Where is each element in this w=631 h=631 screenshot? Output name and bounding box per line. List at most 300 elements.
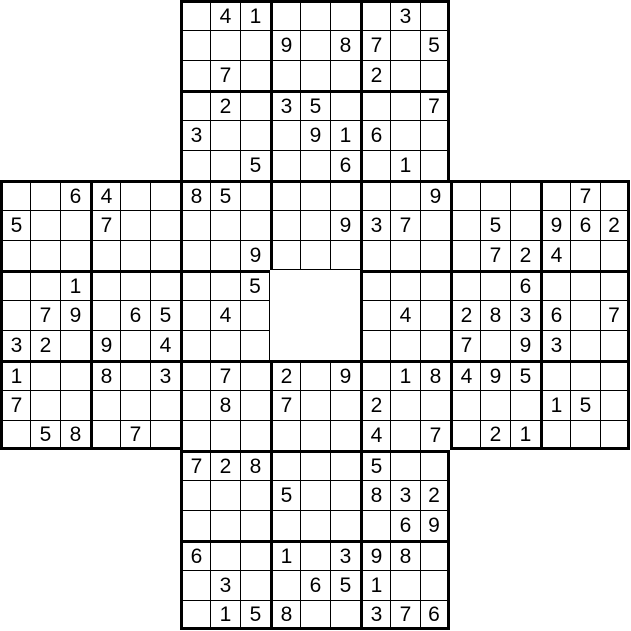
cell-r16-c10[interactable] [300,480,330,510]
cell-r6-c13[interactable] [390,180,420,210]
cell-r16-c12: 8 [360,480,390,510]
cell-r7-c9[interactable] [270,210,300,240]
cell-r10-c1: 7 [30,300,60,330]
cell-r6-c10[interactable] [300,180,330,210]
void-area [0,600,30,630]
cell-r9-c5[interactable] [150,270,180,300]
cell-r20-c11[interactable] [330,600,360,630]
cell-r6-c12[interactable] [360,180,390,210]
void-area [540,540,570,570]
cell-r12-c9: 2 [270,360,300,390]
void-area [540,60,570,90]
cell-r7-c14[interactable] [420,210,450,240]
cell-r0-c8: 1 [240,0,270,30]
cell-r4-c9[interactable] [270,120,300,150]
cell-r2-c11[interactable] [330,60,360,90]
void-area [120,60,150,90]
cell-r14-c3[interactable] [90,420,120,450]
cell-r9-c4[interactable] [120,270,150,300]
cell-r10-c3[interactable] [90,300,120,330]
void-area [480,540,510,570]
void-area [30,570,60,600]
cell-r11-c14[interactable] [420,330,450,360]
void-area [510,450,540,480]
cell-r14-c11[interactable] [330,420,360,450]
cell-r7-c16: 5 [480,210,510,240]
cell-r19-c13[interactable] [390,570,420,600]
cell-r11-c7[interactable] [210,330,240,360]
cell-r14-c13[interactable] [390,420,420,450]
void-area [600,510,630,540]
cell-r6-c20[interactable] [600,180,630,210]
cell-r20-c6[interactable] [180,600,210,630]
void-area [450,570,480,600]
cell-r16-c7[interactable] [210,480,240,510]
cell-r1-c11: 8 [330,30,360,60]
cell-r18-c7[interactable] [210,540,240,570]
cell-r17-c10[interactable] [300,510,330,540]
cell-r5-c7[interactable] [210,150,240,180]
cell-r19-c14[interactable] [420,570,450,600]
cell-r10-c13: 4 [390,300,420,330]
void-area [270,300,300,330]
cell-r7-c4[interactable] [120,210,150,240]
cell-r12-c20[interactable] [600,360,630,390]
cell-r13-c7: 8 [210,390,240,420]
cell-r11-c13[interactable] [390,330,420,360]
cell-r7-c11: 9 [330,210,360,240]
void-area [480,450,510,480]
cell-r13-c15[interactable] [450,390,480,420]
cell-r10-c0[interactable] [0,300,30,330]
cell-r4-c8[interactable] [240,120,270,150]
cell-r8-c13[interactable] [390,240,420,270]
cell-r8-c17: 2 [510,240,540,270]
cell-r17-c14: 9 [420,510,450,540]
cell-r11-c20[interactable] [600,330,630,360]
cell-r0-c13: 3 [390,0,420,30]
cell-r12-c1[interactable] [30,360,60,390]
cell-r3-c8[interactable] [240,90,270,120]
cell-r11-c12[interactable] [360,330,390,360]
void-area [510,150,540,180]
cell-r12-c8[interactable] [240,360,270,390]
void-area [510,30,540,60]
void-area [600,30,630,60]
cell-r6-c19: 7 [570,180,600,210]
cell-r13-c20[interactable] [600,390,630,420]
cell-r18-c8[interactable] [240,540,270,570]
cell-r9-c15[interactable] [450,270,480,300]
cell-r8-c5[interactable] [150,240,180,270]
cell-r7-c15[interactable] [450,210,480,240]
cell-r9-c1[interactable] [30,270,60,300]
cell-r9-c14[interactable] [420,270,450,300]
cell-r17-c9[interactable] [270,510,300,540]
cell-r16-c8[interactable] [240,480,270,510]
void-area [120,510,150,540]
cell-r0-c14[interactable] [420,0,450,30]
cell-r9-c7[interactable] [210,270,240,300]
cell-r2-c7: 7 [210,60,240,90]
cell-r13-c17[interactable] [510,390,540,420]
cell-r9-c13[interactable] [390,270,420,300]
void-area [90,600,120,630]
void-area [510,90,540,120]
cell-r12-c10[interactable] [300,360,330,390]
cell-r15-c11[interactable] [330,450,360,480]
cell-r11-c19[interactable] [570,330,600,360]
cell-r20-c13: 7 [390,600,420,630]
void-area [450,450,480,480]
cell-r14-c19[interactable] [570,420,600,450]
cell-r14-c15[interactable] [450,420,480,450]
void-area [480,30,510,60]
cell-r8-c3[interactable] [90,240,120,270]
cell-r13-c12: 2 [360,390,390,420]
cell-r18-c12: 9 [360,540,390,570]
cell-r16-c6[interactable] [180,480,210,510]
void-area [60,30,90,60]
void-area [450,120,480,150]
void-area [510,480,540,510]
void-area [540,0,570,30]
void-area [60,540,90,570]
cell-r6-c4[interactable] [120,180,150,210]
cell-r6-c6: 8 [180,180,210,210]
cell-r8-c15[interactable] [450,240,480,270]
cell-r2-c6[interactable] [180,60,210,90]
cell-r12-c18[interactable] [540,360,570,390]
cell-r11-c17: 9 [510,330,540,360]
void-area [510,510,540,540]
cell-r15-c12: 5 [360,450,390,480]
void-area [450,540,480,570]
cell-r8-c1[interactable] [30,240,60,270]
cell-r9-c19[interactable] [570,270,600,300]
cell-r2-c8[interactable] [240,60,270,90]
cell-r0-c9[interactable] [270,0,300,30]
cell-r19-c11: 5 [330,570,360,600]
cell-r11-c5: 4 [150,330,180,360]
cell-r11-c16[interactable] [480,330,510,360]
cell-r18-c14[interactable] [420,540,450,570]
void-area [450,150,480,180]
void-area [480,90,510,120]
cell-r12-c0: 1 [0,360,30,390]
cell-r8-c4[interactable] [120,240,150,270]
cell-r6-c0[interactable] [0,180,30,210]
void-area [60,120,90,150]
cell-r14-c17: 1 [510,420,540,450]
void-area [30,480,60,510]
cell-r6-c18[interactable] [540,180,570,210]
cell-r20-c8: 5 [240,600,270,630]
cell-r13-c2[interactable] [60,390,90,420]
void-area [0,510,30,540]
cell-r17-c11[interactable] [330,510,360,540]
cell-r3-c13[interactable] [390,90,420,120]
cell-r4-c14[interactable] [420,120,450,150]
void-area [300,330,330,360]
void-area [570,510,600,540]
void-area [120,450,150,480]
cell-r13-c6[interactable] [180,390,210,420]
void-area [30,600,60,630]
cell-r2-c14[interactable] [420,60,450,90]
cell-r7-c8[interactable] [240,210,270,240]
void-area [570,0,600,30]
cell-r6-c5[interactable] [150,180,180,210]
cell-r5-c11: 6 [330,150,360,180]
void-area [60,0,90,30]
void-area [450,30,480,60]
cell-r13-c8[interactable] [240,390,270,420]
cell-r10-c2: 9 [60,300,90,330]
cell-r9-c0[interactable] [0,270,30,300]
cell-r15-c10[interactable] [300,450,330,480]
cell-r14-c1: 5 [30,420,60,450]
void-area [600,150,630,180]
cell-r10-c17: 3 [510,300,540,330]
cell-r8-c9[interactable] [270,240,300,270]
cell-r7-c7[interactable] [210,210,240,240]
cell-r7-c1[interactable] [30,210,60,240]
void-area [600,540,630,570]
void-area [30,540,60,570]
cell-r14-c8[interactable] [240,420,270,450]
void-area [90,120,120,150]
cell-r8-c20[interactable] [600,240,630,270]
cell-r12-c2[interactable] [60,360,90,390]
cell-r10-c12[interactable] [360,300,390,330]
cell-r13-c16[interactable] [480,390,510,420]
cell-r6-c11[interactable] [330,180,360,210]
cell-r1-c10[interactable] [300,30,330,60]
cell-r15-c9[interactable] [270,450,300,480]
cell-r14-c20[interactable] [600,420,630,450]
void-area [510,120,540,150]
cell-r10-c8[interactable] [240,300,270,330]
cell-r8-c10[interactable] [300,240,330,270]
void-area [30,60,60,90]
cell-r1-c6[interactable] [180,30,210,60]
cell-r9-c12[interactable] [360,270,390,300]
void-area [510,570,540,600]
cell-r9-c18[interactable] [540,270,570,300]
cell-r19-c6[interactable] [180,570,210,600]
cell-r3-c11[interactable] [330,90,360,120]
cell-r13-c4[interactable] [120,390,150,420]
cell-r20-c9: 8 [270,600,300,630]
cell-r14-c0[interactable] [0,420,30,450]
cell-r0-c10[interactable] [300,0,330,30]
cell-r0-c11[interactable] [330,0,360,30]
cell-r17-c7[interactable] [210,510,240,540]
void-area [600,480,630,510]
cell-r4-c13[interactable] [390,120,420,150]
cell-r18-c6: 6 [180,540,210,570]
cell-r4-c11: 1 [330,120,360,150]
cell-r10-c15: 2 [450,300,480,330]
cell-r20-c10[interactable] [300,600,330,630]
cell-r20-c7: 1 [210,600,240,630]
cell-r14-c18[interactable] [540,420,570,450]
cell-r6-c1[interactable] [30,180,60,210]
void-area [570,540,600,570]
void-area [480,150,510,180]
cell-r13-c1[interactable] [30,390,60,420]
void-area [540,480,570,510]
cell-r15-c13[interactable] [390,450,420,480]
cell-r9-c3[interactable] [90,270,120,300]
void-area [270,330,300,360]
cell-r18-c10[interactable] [300,540,330,570]
cell-r5-c6[interactable] [180,150,210,180]
cell-r19-c8[interactable] [240,570,270,600]
cell-r10-c14[interactable] [420,300,450,330]
cell-r11-c4[interactable] [120,330,150,360]
cell-r2-c9[interactable] [270,60,300,90]
cell-r16-c9: 5 [270,480,300,510]
cell-r19-c10: 6 [300,570,330,600]
cell-r6-c16[interactable] [480,180,510,210]
cell-r12-c19[interactable] [570,360,600,390]
void-area [300,270,330,300]
cell-r6-c17[interactable] [510,180,540,210]
cell-r8-c16: 7 [480,240,510,270]
cell-r14-c9[interactable] [270,420,300,450]
void-area [90,150,120,180]
cell-r13-c3[interactable] [90,390,120,420]
cell-r16-c11[interactable] [330,480,360,510]
cell-r13-c19: 5 [570,390,600,420]
cell-r1-c7[interactable] [210,30,240,60]
cell-r14-c5[interactable] [150,420,180,450]
cell-r11-c2[interactable] [60,330,90,360]
cell-r7-c6[interactable] [180,210,210,240]
cell-r15-c8: 8 [240,450,270,480]
void-area [510,600,540,630]
void-area [600,600,630,630]
cell-r8-c12[interactable] [360,240,390,270]
cell-r9-c16[interactable] [480,270,510,300]
cell-r16-c14: 2 [420,480,450,510]
void-area [30,30,60,60]
cell-r14-c6[interactable] [180,420,210,450]
cell-r5-c10[interactable] [300,150,330,180]
cell-r6-c15[interactable] [450,180,480,210]
cell-r5-c14[interactable] [420,150,450,180]
cell-r12-c6[interactable] [180,360,210,390]
cell-r13-c11[interactable] [330,390,360,420]
cell-r3-c6[interactable] [180,90,210,120]
cell-r6-c9[interactable] [270,180,300,210]
cell-r2-c13[interactable] [390,60,420,90]
void-area [0,0,30,30]
cell-r7-c17[interactable] [510,210,540,240]
void-area [30,150,60,180]
cell-r20-c12: 3 [360,600,390,630]
cell-r19-c9[interactable] [270,570,300,600]
cell-r8-c2[interactable] [60,240,90,270]
cell-r10-c19[interactable] [570,300,600,330]
cell-r17-c6[interactable] [180,510,210,540]
cell-r8-c19[interactable] [570,240,600,270]
cell-r14-c7[interactable] [210,420,240,450]
cell-r14-c10[interactable] [300,420,330,450]
cell-r1-c8[interactable] [240,30,270,60]
cell-r17-c12[interactable] [360,510,390,540]
void-area [540,570,570,600]
void-area [90,540,120,570]
void-area [60,60,90,90]
cell-r8-c14[interactable] [420,240,450,270]
cell-r9-c17: 6 [510,270,540,300]
cell-r8-c6[interactable] [180,240,210,270]
cell-r5-c12[interactable] [360,150,390,180]
cell-r8-c11[interactable] [330,240,360,270]
void-area [150,60,180,90]
void-area [570,600,600,630]
void-area [600,90,630,120]
cell-r8-c0[interactable] [0,240,30,270]
cell-r13-c13[interactable] [390,390,420,420]
cell-r1-c13[interactable] [390,30,420,60]
cell-r11-c8[interactable] [240,330,270,360]
cell-r12-c13: 1 [390,360,420,390]
cell-r7-c10[interactable] [300,210,330,240]
cell-r4-c7[interactable] [210,120,240,150]
cell-r15-c7: 2 [210,450,240,480]
cell-r0-c6[interactable] [180,0,210,30]
void-area [120,30,150,60]
cell-r7-c5[interactable] [150,210,180,240]
void-area [600,120,630,150]
cell-r9-c6[interactable] [180,270,210,300]
cell-r14-c2: 8 [60,420,90,450]
cell-r8-c7[interactable] [210,240,240,270]
cell-r12-c12[interactable] [360,360,390,390]
void-area [60,90,90,120]
cell-r12-c4[interactable] [120,360,150,390]
void-area [60,570,90,600]
cell-r6-c8[interactable] [240,180,270,210]
cell-r9-c20[interactable] [600,270,630,300]
cell-r13-c0: 7 [0,390,30,420]
void-area [60,600,90,630]
cell-r3-c12[interactable] [360,90,390,120]
cell-r2-c10[interactable] [300,60,330,90]
cell-r15-c14[interactable] [420,450,450,480]
cell-r11-c6[interactable] [180,330,210,360]
cell-r13-c5[interactable] [150,390,180,420]
void-area [0,570,30,600]
cell-r3-c7: 2 [210,90,240,120]
cell-r13-c10[interactable] [300,390,330,420]
cell-r17-c8[interactable] [240,510,270,540]
void-area [120,150,150,180]
void-area [0,540,30,570]
cell-r5-c9[interactable] [270,150,300,180]
cell-r7-c2[interactable] [60,210,90,240]
cell-r10-c6[interactable] [180,300,210,330]
cell-r13-c14[interactable] [420,390,450,420]
cell-r19-c12: 1 [360,570,390,600]
void-area [120,0,150,30]
cell-r8-c18: 4 [540,240,570,270]
cell-r0-c12[interactable] [360,0,390,30]
